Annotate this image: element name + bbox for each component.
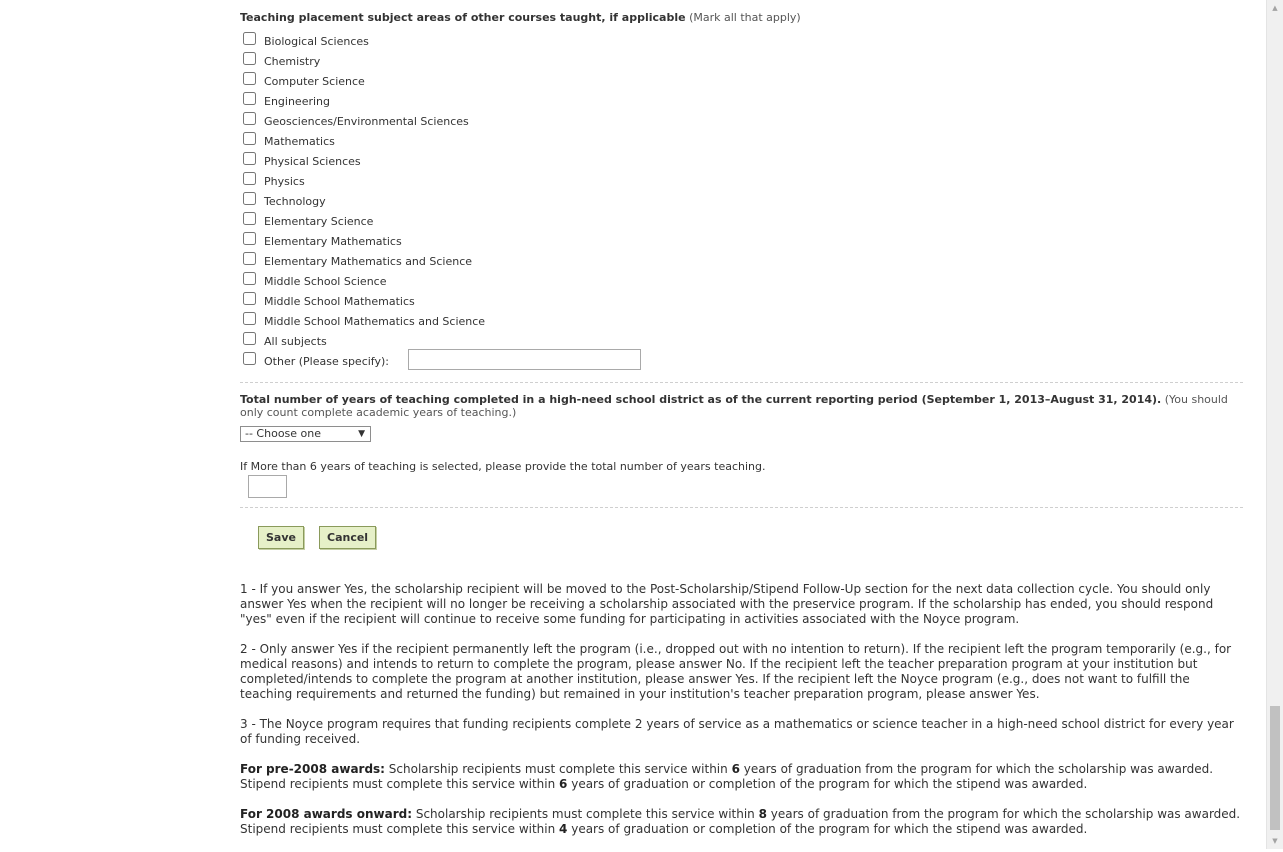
subject-option-label: Chemistry xyxy=(264,55,321,68)
section-divider xyxy=(240,507,1243,508)
years-select-value: -- Choose one xyxy=(245,427,322,440)
subject-checkbox[interactable] xyxy=(243,292,256,305)
years-select[interactable] xyxy=(240,426,371,442)
total-years-input[interactable] xyxy=(248,475,287,498)
subject-option-label: Middle School Mathematics xyxy=(264,295,415,308)
years-question-text: Total number of years of teaching completed in a high-need school district as of the current reporting period (September 1, 2013–August 31, 2014). xyxy=(240,393,1162,406)
subject-option-label: Geosciences/Environmental Sciences xyxy=(264,115,469,128)
subject-option-label: Physical Sciences xyxy=(264,155,361,168)
post2008-label: For 2008 awards onward: xyxy=(240,807,413,821)
subject-option-label: Physics xyxy=(264,175,305,188)
dropdown-arrow-icon: ▼ xyxy=(358,429,365,439)
subject-option-label: Other (Please specify): xyxy=(264,355,389,368)
pre2008-text-a: Scholarship recipients must complete this service within xyxy=(384,762,732,776)
section-divider xyxy=(240,382,1243,383)
subject-option-label: Elementary Mathematics xyxy=(264,235,402,248)
subject-checkbox[interactable] xyxy=(243,52,256,65)
footnote-3: 3 - The Noyce program requires that funding recipients complete 2 years of service as a mathematics or science teacher in a high-need school district for every year of funding received. xyxy=(240,717,1234,746)
subject-checkbox[interactable] xyxy=(243,332,256,345)
subjects-question-title xyxy=(240,10,801,26)
scrollbar-thumb[interactable] xyxy=(1270,706,1280,830)
subject-checkbox[interactable] xyxy=(243,152,256,165)
subject-option-label: Computer Science xyxy=(264,75,365,88)
subject-option-label: Mathematics xyxy=(264,135,335,148)
subjects-question-text: Teaching placement subject areas of other courses taught, if applicable xyxy=(240,11,686,24)
subject-checkbox[interactable] xyxy=(243,232,256,245)
subject-option-label: Elementary Science xyxy=(264,215,374,228)
post2008-text-c: years of graduation or completion of the program for which the stipend was awarded. xyxy=(567,822,1088,836)
pre2008-num-b: 6 xyxy=(559,777,568,791)
scroll-up-arrow-icon[interactable]: ▲ xyxy=(1272,4,1278,12)
subject-option-label: All subjects xyxy=(264,335,327,348)
pre2008-text-c: years of graduation or completion of the program for which the stipend was awarded. xyxy=(567,777,1088,791)
subject-checkbox[interactable] xyxy=(243,272,256,285)
post2008-text-a: Scholarship recipients must complete this service within xyxy=(412,807,759,821)
subject-option-label: Elementary Mathematics and Science xyxy=(264,255,473,268)
subject-checkbox[interactable] xyxy=(243,352,256,365)
cancel-button[interactable]: Cancel xyxy=(319,526,376,549)
subject-checkbox[interactable] xyxy=(243,312,256,325)
pre2008-num-a: 6 xyxy=(731,762,740,776)
subject-checkbox[interactable] xyxy=(243,92,256,105)
footnotes xyxy=(240,582,1243,852)
post2008-num-a: 8 xyxy=(758,807,767,821)
footnote-2008-onward xyxy=(240,807,1243,837)
subject-checkbox[interactable] xyxy=(243,112,256,125)
subject-option-label: Technology xyxy=(264,195,326,208)
subject-checkbox[interactable] xyxy=(243,172,256,185)
footnote-2: 2 - Only answer Yes if the recipient permanently left the program (i.e., dropped out with no intention to return). If the recipient left the program temporarily (e.g., for medical reasons) and intends to return to complete the program, please answer No. If the recipient left the teacher preparation program at your institution but completed/intends to complete the program at another institution, please answer Yes. If the recipient left the Noyce program (e.g., does not want to fulfill the teaching requirements and returned the funding) but remained in your institution's teacher preparation program, please answer Yes. xyxy=(240,642,1232,701)
subject-checkbox[interactable] xyxy=(243,132,256,145)
years-question-hint: (You should only count complete academic years of teaching.) xyxy=(240,393,1228,419)
subject-checkbox[interactable] xyxy=(243,212,256,225)
subject-option-label: Middle School Mathematics and Science xyxy=(264,315,486,328)
subject-checkbox[interactable] xyxy=(243,32,256,45)
save-button[interactable]: Save xyxy=(258,526,304,549)
pre2008-label: For pre-2008 awards: xyxy=(240,762,385,776)
pre2008-text-b: years of graduation from the program for which the scholarship was awarded. Stipend recipients must complete this service within xyxy=(240,762,1214,791)
subject-option-label: Biological Sciences xyxy=(264,35,369,48)
other-specify-input[interactable] xyxy=(408,349,641,370)
post2008-text-b: years of graduation from the program for which the scholarship was awarded. Stipend recipients must complete this service within xyxy=(240,807,1241,836)
scroll-down-arrow-icon[interactable]: ▼ xyxy=(1272,837,1278,845)
subject-checkbox[interactable] xyxy=(243,192,256,205)
footnote-pre2008 xyxy=(240,762,1243,792)
vertical-scrollbar[interactable] xyxy=(1266,0,1283,849)
post2008-num-b: 4 xyxy=(559,822,568,836)
subject-option-label: Engineering xyxy=(264,95,330,108)
subject-checkbox[interactable] xyxy=(243,72,256,85)
subject-option-label: Middle School Science xyxy=(264,275,387,288)
more-years-label: If More than 6 years of teaching is selected, please provide the total number of years teaching. xyxy=(240,460,766,473)
footnote-1: 1 - If you answer Yes, the scholarship recipient will be moved to the Post-Scholarship/Stipend Follow-Up section for the next data collection cycle. You should only answer Yes when the recipient will no longer be receiving a scholarship associated with the preservice program. If the scholarship has ended, you should respond "yes" even if the recipient will continue to receive some funding for participating in activities associated with the Noyce program. xyxy=(240,582,1214,626)
subjects-question-hint: (Mark all that apply) xyxy=(689,11,801,24)
years-question-title xyxy=(240,393,1243,419)
subject-checkbox[interactable] xyxy=(243,252,256,265)
